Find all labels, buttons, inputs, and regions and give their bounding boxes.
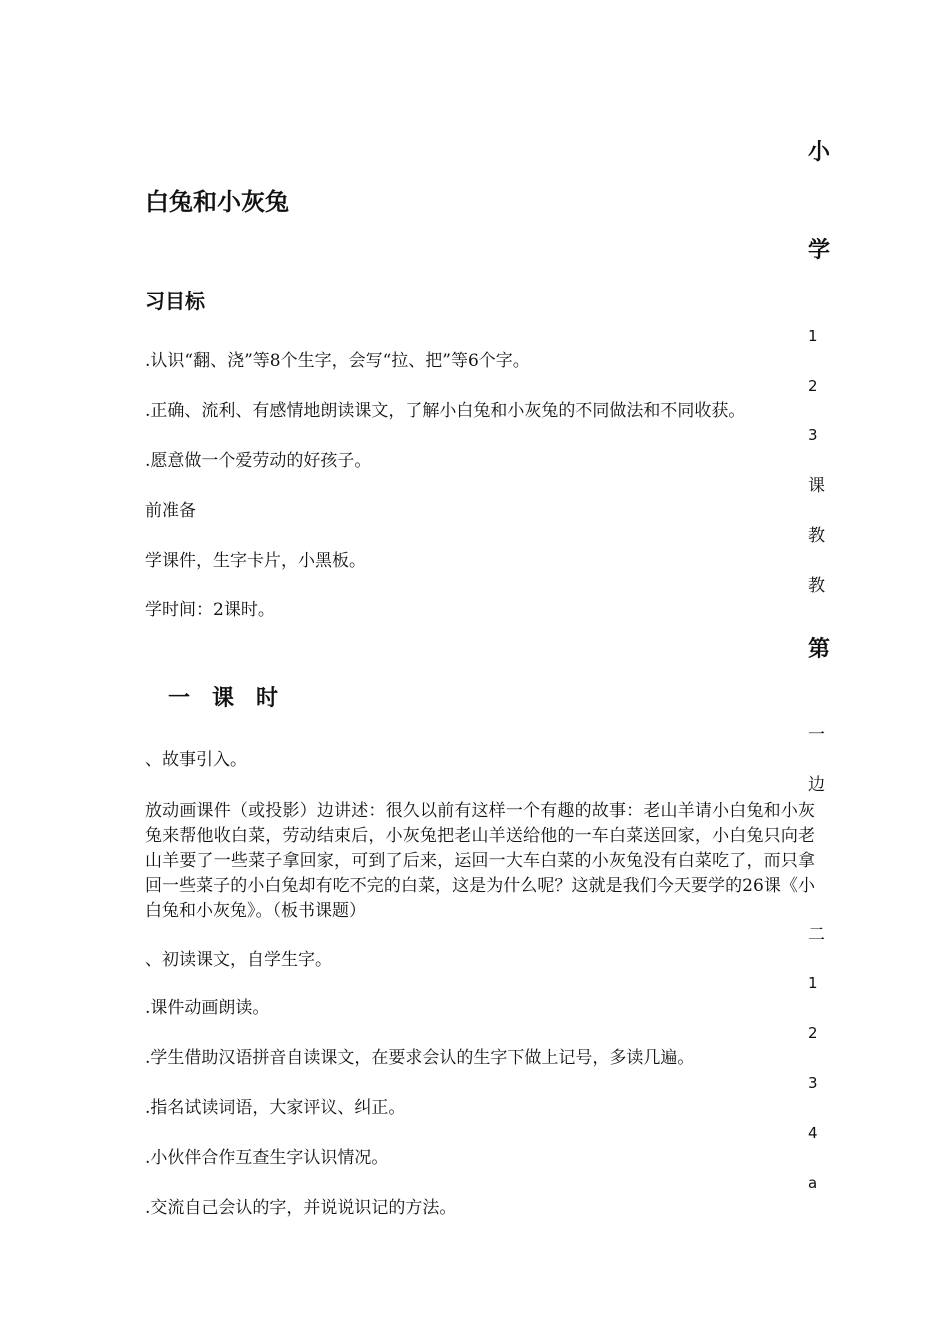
margin-char: 小 — [808, 140, 831, 165]
margin-char: 3 — [808, 426, 818, 444]
margin-char: 3 — [808, 1074, 818, 1092]
margin-char: 4 — [808, 1124, 818, 1142]
margin-char: 学 — [808, 238, 831, 263]
prep-text: 学课件，生字卡片，小黑板。 — [145, 551, 366, 571]
goals-heading: 习目标 — [145, 289, 205, 313]
lesson-heading: 一 课 时 — [168, 686, 279, 711]
margin-char: 教 — [808, 526, 825, 546]
margin-char: 2 — [808, 377, 818, 395]
goal-item: .正确、流利、有感情地朗读课文，了解小白兔和小灰兔的不同做法和不同收获。 — [145, 401, 746, 421]
step2-item: .指名试读词语，大家评议、纠正。 — [145, 1098, 406, 1118]
margin-char: 边 — [808, 775, 825, 795]
step2-item: .学生借助汉语拼音自读课文，在要求会认的生字下做上记号，多读几遍。 — [145, 1048, 695, 1068]
goal-item: .认识“翻、浇”等8个生字，会写“拉、把”等6个字。 — [145, 351, 530, 371]
prep-heading: 前准备 — [145, 501, 196, 521]
margin-char: 2 — [808, 1024, 818, 1042]
step2-item: .小伙伴合作互查生字认识情况。 — [145, 1148, 389, 1168]
document-title: 白兔和小灰兔 — [145, 188, 289, 216]
step2-heading: 、初读课文，自学生字。 — [145, 950, 332, 970]
step1-paragraph: 放动画课件（或投影）边讲述：很久以前有这样一个有趣的故事：老山羊请小白兔和小灰兔来帮他收白菜，劳动结束后，小灰兔把老山羊送给他的一车白菜送回家，小白兔只向老山羊要了一些菜子拿回家，可到了后来，运回一大车白菜的小灰兔没有白菜吃了，而只拿回一些菜子的小白兔却有吃不完的白菜，这是为什么呢？这就是我们今天要学的26课《小白兔和小灰兔》。（板书课题） — [145, 801, 815, 921]
margin-char: 第 — [808, 637, 831, 662]
margin-char: 二 — [808, 925, 825, 945]
margin-char: 课 — [808, 476, 825, 496]
step2-item: .交流自己会认的字，并说说识记的方法。 — [145, 1198, 457, 1218]
margin-char: 1 — [808, 974, 818, 992]
margin-char: 1 — [808, 327, 818, 345]
margin-char: 教 — [808, 576, 825, 596]
goal-item: .愿意做一个爱劳动的好孩子。 — [145, 451, 372, 471]
margin-char: 一 — [808, 725, 825, 745]
margin-char: a — [808, 1174, 818, 1192]
step1-heading: 、故事引入。 — [145, 750, 247, 770]
step2-item: .课件动画朗读。 — [145, 998, 270, 1018]
time-text: 学时间：2课时。 — [145, 600, 275, 620]
